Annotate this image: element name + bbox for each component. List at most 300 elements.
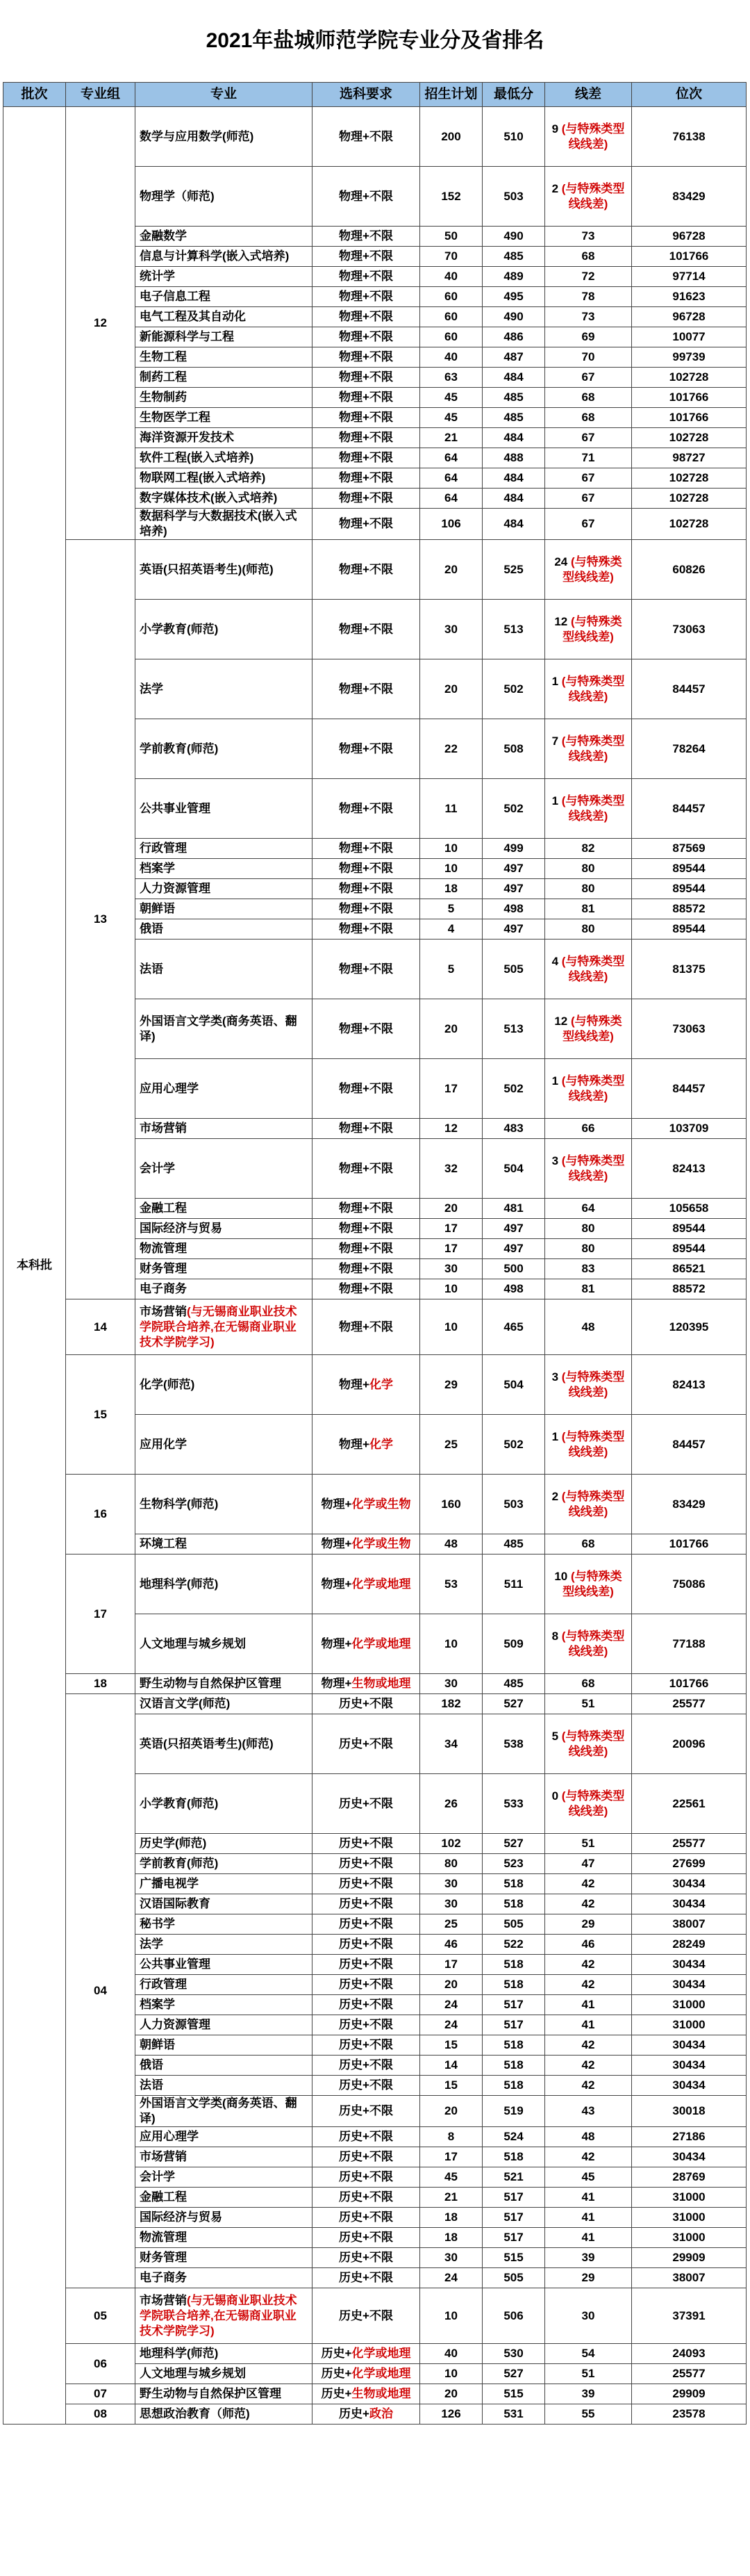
- rank-cell: 30018: [632, 2096, 747, 2127]
- table-row: [3, 2288, 747, 2344]
- requirement-base: 物理+不限: [339, 330, 393, 343]
- score-diff-cell: [545, 307, 632, 327]
- rank-cell: 73063: [632, 600, 747, 659]
- score-table: [3, 82, 747, 2425]
- major-cell: [135, 600, 312, 659]
- rank-cell: 27699: [632, 1854, 747, 1874]
- score-diff-cell: [545, 2288, 632, 2344]
- plan-cell: 10: [420, 2288, 483, 2344]
- rank-cell: 96728: [632, 227, 747, 247]
- requirement-base: 历史+不限: [339, 2150, 393, 2163]
- score-diff-value: 67: [581, 517, 595, 530]
- major-cell: [135, 540, 312, 600]
- score-diff-cell: [545, 899, 632, 919]
- rank-cell: 88572: [632, 899, 747, 919]
- plan-cell: 10: [420, 1279, 483, 1299]
- requirement-cell: [312, 1874, 420, 1894]
- requirement-cell: [312, 919, 420, 940]
- requirement-base: 历史+不限: [339, 1877, 393, 1890]
- rank-cell: 82413: [632, 1355, 747, 1415]
- requirement-base: 物理+不限: [339, 411, 393, 424]
- score-diff-cell: [545, 879, 632, 899]
- plan-cell: 8: [420, 2127, 483, 2147]
- major-cell: [135, 1199, 312, 1219]
- score-diff-note: (与特殊类型线线差): [558, 1074, 625, 1103]
- group-cell: 12: [66, 107, 135, 540]
- score-diff-cell: [545, 2035, 632, 2056]
- score-diff-cell: [545, 659, 632, 719]
- score-diff-value: 5: [551, 1729, 559, 1743]
- min-score-cell: 515: [483, 2384, 545, 2404]
- major-name: 统计学: [140, 270, 175, 283]
- requirement-subject: 化学或地理: [351, 1577, 411, 1591]
- requirement-base: 物理+不限: [339, 741, 393, 755]
- requirement-cell: [312, 307, 420, 327]
- major-cell: [135, 779, 312, 839]
- score-diff-value: 71: [581, 451, 595, 464]
- major-name: 小学教育(师范): [140, 1796, 219, 1810]
- requirement-cell: [312, 287, 420, 307]
- min-score-cell: 490: [483, 227, 545, 247]
- score-diff-value: 73: [581, 229, 595, 243]
- major-cell: [135, 267, 312, 287]
- major-name: 法学: [140, 682, 163, 696]
- requirement-base: 物理+不限: [339, 1081, 393, 1095]
- major-name: 市场营销: [140, 1122, 187, 1135]
- requirement-cell: [312, 879, 420, 899]
- major-cell: [135, 1834, 312, 1854]
- requirement-subject: 化学或地理: [351, 1636, 411, 1650]
- requirement-base: 物理+不限: [339, 682, 393, 696]
- requirement-cell: [312, 2288, 420, 2344]
- score-diff-note: (与特殊类型线线差): [558, 1489, 625, 1518]
- min-score-cell: 484: [483, 509, 545, 540]
- rank-cell: 76138: [632, 107, 747, 167]
- major-name: 人文地理与城乡规划: [140, 1636, 246, 1650]
- major-cell: [135, 107, 312, 167]
- score-diff-value: 67: [581, 471, 595, 484]
- major-name: 海洋资源开发技术: [140, 431, 234, 444]
- score-diff-note: (与特殊类型线线差): [558, 1429, 625, 1459]
- major-cell: [135, 167, 312, 227]
- page-title: 2021年盐城师范学院专业分及省排名: [206, 29, 544, 52]
- min-score-cell: 518: [483, 1955, 545, 1975]
- plan-cell: 20: [420, 2384, 483, 2404]
- score-diff-cell: [545, 1854, 632, 1874]
- min-score-cell: 522: [483, 1935, 545, 1955]
- major-name: 财务管理: [140, 2251, 187, 2264]
- score-diff-value: 68: [581, 249, 595, 263]
- rank-cell: 98727: [632, 448, 747, 468]
- requirement-base: 历史+不限: [339, 2130, 393, 2143]
- plan-cell: 22: [420, 719, 483, 779]
- min-score-cell: 483: [483, 1119, 545, 1139]
- major-cell: [135, 2268, 312, 2288]
- rank-cell: 89544: [632, 859, 747, 879]
- major-cell: [135, 2288, 312, 2344]
- score-diff-cell: [545, 2096, 632, 2127]
- table-row: [3, 2344, 747, 2364]
- requirement-cell: [312, 408, 420, 428]
- plan-cell: 26: [420, 1774, 483, 1834]
- requirement-cell: [312, 1299, 420, 1355]
- rank-cell: 30434: [632, 2076, 747, 2096]
- plan-cell: 30: [420, 2248, 483, 2268]
- requirement-subject: 化学: [369, 1377, 393, 1391]
- requirement-subject: 化学或生物: [351, 1537, 411, 1550]
- score-diff-cell: [545, 448, 632, 468]
- table-row: [3, 2384, 747, 2404]
- score-diff-cell: [545, 1774, 632, 1834]
- rank-cell: 89544: [632, 919, 747, 940]
- min-score-cell: 518: [483, 2056, 545, 2076]
- major-name: 国际经济与贸易: [140, 2210, 222, 2224]
- requirement-cell: [312, 2384, 420, 2404]
- min-score-cell: 497: [483, 1239, 545, 1259]
- plan-cell: 40: [420, 2344, 483, 2364]
- plan-cell: 18: [420, 879, 483, 899]
- requirement-cell: [312, 1415, 420, 1475]
- score-diff-value: 4: [551, 954, 559, 968]
- score-diff-value: 41: [581, 2190, 595, 2204]
- major-name: 俄语: [140, 922, 163, 935]
- plan-cell: 53: [420, 1554, 483, 1614]
- rank-cell: 101766: [632, 408, 747, 428]
- major-cell: [135, 1415, 312, 1475]
- major-cell: [135, 347, 312, 368]
- requirement-cell: [312, 1914, 420, 1935]
- score-diff-cell: [545, 1279, 632, 1299]
- min-score-cell: 517: [483, 2208, 545, 2228]
- requirement-cell: [312, 368, 420, 388]
- rank-cell: 29909: [632, 2248, 747, 2268]
- requirement-cell: [312, 1935, 420, 1955]
- min-score-cell: 498: [483, 899, 545, 919]
- major-name: 生物医学工程: [140, 411, 210, 424]
- score-diff-cell: [545, 1694, 632, 1714]
- score-diff-cell: [545, 327, 632, 347]
- group-cell: 15: [66, 1355, 135, 1475]
- major-cell: [135, 2208, 312, 2228]
- plan-cell: 70: [420, 247, 483, 267]
- plan-cell: 29: [420, 1355, 483, 1415]
- major-cell: [135, 2035, 312, 2056]
- score-diff-cell: [545, 2384, 632, 2404]
- min-score-cell: 495: [483, 287, 545, 307]
- score-diff-value: 24: [554, 555, 568, 568]
- rank-cell: 101766: [632, 247, 747, 267]
- score-diff-value: 8: [551, 1629, 559, 1643]
- requirement-cell: [312, 999, 420, 1059]
- rank-cell: 87569: [632, 839, 747, 859]
- requirement-cell: [312, 509, 420, 540]
- score-diff-value: 42: [581, 1877, 595, 1890]
- major-cell: [135, 879, 312, 899]
- major-name: 生物工程: [140, 350, 187, 363]
- major-cell: [135, 1995, 312, 2015]
- requirement-cell: [312, 1694, 420, 1714]
- requirement-cell: [312, 1119, 420, 1139]
- table-row: [3, 1674, 747, 1694]
- plan-cell: 46: [420, 1935, 483, 1955]
- major-name: 法学: [140, 1937, 163, 1951]
- plan-cell: 10: [420, 2364, 483, 2384]
- requirement-base: 物理+: [321, 1636, 352, 1650]
- score-diff-note: (与特殊类型线线差): [562, 614, 622, 643]
- major-cell: [135, 2127, 312, 2147]
- score-diff-note: (与特殊类型线线差): [558, 1629, 625, 1658]
- requirement-cell: [312, 1774, 420, 1834]
- score-diff-cell: [545, 468, 632, 489]
- major-name: 外国语言文学类(商务英语、翻译): [140, 1014, 297, 1043]
- plan-cell: 45: [420, 408, 483, 428]
- major-name: 公共事业管理: [140, 801, 210, 815]
- rank-cell: 31000: [632, 2015, 747, 2035]
- requirement-base: 物理+不限: [339, 1122, 393, 1135]
- score-diff-value: 81: [581, 902, 595, 915]
- major-cell: [135, 2096, 312, 2127]
- rank-cell: 30434: [632, 1874, 747, 1894]
- requirement-base: 物理+不限: [339, 189, 393, 203]
- plan-cell: 10: [420, 1299, 483, 1355]
- rank-cell: 23578: [632, 2404, 747, 2425]
- major-cell: [135, 1714, 312, 1774]
- major-cell: [135, 327, 312, 347]
- score-diff-value: 39: [581, 2251, 595, 2264]
- major-cell: [135, 2076, 312, 2096]
- score-diff-cell: [545, 1874, 632, 1894]
- min-score-cell: 485: [483, 247, 545, 267]
- major-name: 数据科学与大数据技术(嵌入式培养): [140, 509, 297, 538]
- min-score-cell: 513: [483, 600, 545, 659]
- score-diff-value: 10: [554, 1569, 568, 1583]
- major-cell: [135, 287, 312, 307]
- requirement-base: 历史+不限: [339, 2308, 393, 2322]
- rank-cell: 105658: [632, 1199, 747, 1219]
- min-score-cell: 527: [483, 1694, 545, 1714]
- min-score-cell: 518: [483, 1894, 545, 1914]
- requirement-base: 历史+不限: [339, 2038, 393, 2051]
- min-score-cell: 486: [483, 327, 545, 347]
- plan-cell: 152: [420, 167, 483, 227]
- score-diff-cell: [545, 2147, 632, 2167]
- major-name: 物联网工程(嵌入式培养): [140, 471, 266, 484]
- rank-cell: 83429: [632, 167, 747, 227]
- score-diff-cell: [545, 2056, 632, 2076]
- requirement-cell: [312, 1534, 420, 1554]
- major-name: 法语: [140, 2078, 163, 2092]
- requirement-base: 历史+不限: [339, 2170, 393, 2183]
- min-score-cell: 499: [483, 839, 545, 859]
- requirement-subject: 化学或地理: [351, 2367, 411, 2380]
- min-score-cell: 484: [483, 468, 545, 489]
- major-name: 公共事业管理: [140, 1958, 210, 1971]
- header-rank: 位次: [632, 83, 747, 107]
- rank-cell: 97714: [632, 267, 747, 287]
- min-score-cell: 502: [483, 779, 545, 839]
- min-score-cell: 506: [483, 2288, 545, 2344]
- rank-cell: 91623: [632, 287, 747, 307]
- plan-cell: 30: [420, 1259, 483, 1279]
- min-score-cell: 505: [483, 1914, 545, 1935]
- major-cell: [135, 489, 312, 509]
- header-plan: 招生计划: [420, 83, 483, 107]
- major-cell: [135, 2147, 312, 2167]
- score-diff-value: 66: [581, 1122, 595, 1135]
- score-diff-value: 2: [551, 1489, 559, 1503]
- major-cell: [135, 1475, 312, 1534]
- min-score-cell: 502: [483, 1059, 545, 1119]
- rank-cell: 28249: [632, 1935, 747, 1955]
- min-score-cell: 527: [483, 1834, 545, 1854]
- score-diff-value: 1: [551, 1074, 559, 1088]
- plan-cell: 21: [420, 2188, 483, 2208]
- major-cell: [135, 408, 312, 428]
- score-diff-cell: [545, 2228, 632, 2248]
- requirement-cell: [312, 2035, 420, 2056]
- requirement-cell: [312, 2228, 420, 2248]
- table-body: [3, 107, 747, 2425]
- major-name: 物流管理: [140, 1242, 187, 1255]
- rank-cell: 99739: [632, 347, 747, 368]
- major-cell: [135, 368, 312, 388]
- rank-cell: 30434: [632, 1894, 747, 1914]
- plan-cell: 17: [420, 1059, 483, 1119]
- requirement-base: 物理+: [321, 1677, 352, 1690]
- score-diff-note: (与特殊类型线线差): [558, 181, 625, 211]
- rank-cell: 78264: [632, 719, 747, 779]
- rank-cell: 20096: [632, 1714, 747, 1774]
- rank-cell: 102728: [632, 468, 747, 489]
- requirement-cell: [312, 779, 420, 839]
- min-score-cell: 481: [483, 1199, 545, 1219]
- rank-cell: 86521: [632, 1259, 747, 1279]
- requirement-subject: 化学: [369, 1437, 393, 1451]
- score-diff-value: 1: [551, 674, 559, 688]
- major-name: 电子信息工程: [140, 290, 210, 303]
- min-score-cell: 484: [483, 428, 545, 448]
- score-diff-value: 42: [581, 1897, 595, 1910]
- score-diff-cell: [545, 1554, 632, 1614]
- major-cell: [135, 2015, 312, 2035]
- requirement-base: 物理+不限: [339, 229, 393, 243]
- score-diff-cell: [545, 167, 632, 227]
- requirement-base: 物理+: [321, 1497, 352, 1511]
- rank-cell: 101766: [632, 1534, 747, 1554]
- header-major: 专业: [135, 83, 312, 107]
- requirement-cell: [312, 107, 420, 167]
- plan-cell: 48: [420, 1534, 483, 1554]
- plan-cell: 17: [420, 2147, 483, 2167]
- requirement-base: 物理+不限: [339, 471, 393, 484]
- score-diff-note: (与特殊类型线线差): [562, 1014, 622, 1043]
- score-diff-value: 51: [581, 1837, 595, 1850]
- requirement-cell: [312, 859, 420, 879]
- requirement-base: 历史+不限: [339, 2078, 393, 2092]
- score-diff-value: 80: [581, 882, 595, 895]
- score-diff-cell: [545, 227, 632, 247]
- min-score-cell: 497: [483, 1219, 545, 1239]
- requirement-base: 物理+不限: [339, 902, 393, 915]
- requirement-base: 历史+: [321, 2347, 352, 2360]
- score-diff-value: 47: [581, 1857, 595, 1870]
- score-diff-cell: [545, 247, 632, 267]
- plan-cell: 45: [420, 2167, 483, 2188]
- requirement-subject: 生物或地理: [351, 1677, 411, 1690]
- rank-cell: 102728: [632, 368, 747, 388]
- requirement-base: 历史+不限: [339, 1737, 393, 1750]
- score-diff-cell: [545, 1475, 632, 1534]
- rank-cell: 120395: [632, 1299, 747, 1355]
- requirement-cell: [312, 1955, 420, 1975]
- major-name: 小学教育(师范): [140, 622, 219, 636]
- requirement-base: 物理+不限: [339, 1262, 393, 1275]
- rank-cell: 84457: [632, 659, 747, 719]
- score-diff-note: (与特殊类型线线差): [558, 794, 625, 823]
- score-diff-value: 12: [554, 1014, 568, 1028]
- major-cell: [135, 2364, 312, 2384]
- major-cell: [135, 2056, 312, 2076]
- rank-cell: 83429: [632, 1475, 747, 1534]
- major-name: 人文地理与城乡规划: [140, 2367, 246, 2380]
- score-diff-value: 42: [581, 2058, 595, 2072]
- requirement-cell: [312, 2188, 420, 2208]
- plan-cell: 5: [420, 899, 483, 919]
- requirement-cell: [312, 2127, 420, 2147]
- major-name: 野生动物与自然保护区管理: [140, 1677, 281, 1690]
- score-diff-value: 80: [581, 1222, 595, 1235]
- plan-cell: 60: [420, 307, 483, 327]
- requirement-cell: [312, 719, 420, 779]
- rank-cell: 22561: [632, 1774, 747, 1834]
- min-score-cell: 497: [483, 859, 545, 879]
- requirement-cell: [312, 1475, 420, 1534]
- rank-cell: 102728: [632, 509, 747, 540]
- requirement-cell: [312, 327, 420, 347]
- requirement-cell: [312, 1279, 420, 1299]
- score-diff-value: 68: [581, 1677, 595, 1690]
- requirement-cell: [312, 2096, 420, 2127]
- score-diff-note: (与特殊类型线线差): [562, 1569, 622, 1598]
- rank-cell: 30434: [632, 2035, 747, 2056]
- requirement-cell: [312, 1059, 420, 1119]
- plan-cell: 30: [420, 1674, 483, 1694]
- major-cell: [135, 1854, 312, 1874]
- min-score-cell: 484: [483, 489, 545, 509]
- rank-cell: 38007: [632, 2268, 747, 2288]
- score-diff-value: 46: [581, 1937, 595, 1951]
- requirement-base: 历史+不限: [339, 2104, 393, 2117]
- group-cell: 13: [66, 540, 135, 1299]
- requirement-cell: [312, 1975, 420, 1995]
- score-diff-value: 43: [581, 2104, 595, 2117]
- requirement-cell: [312, 247, 420, 267]
- min-score-cell: 509: [483, 1614, 545, 1674]
- requirement-base: 历史+不限: [339, 1958, 393, 1971]
- requirement-cell: [312, 2056, 420, 2076]
- requirement-cell: [312, 1554, 420, 1614]
- score-diff-value: 80: [581, 862, 595, 875]
- score-diff-value: 80: [581, 922, 595, 935]
- plan-cell: 4: [420, 919, 483, 940]
- requirement-base: 物理+不限: [339, 270, 393, 283]
- major-cell: [135, 227, 312, 247]
- requirement-base: 物理+不限: [339, 517, 393, 530]
- score-diff-cell: [545, 999, 632, 1059]
- major-name: 软件工程(嵌入式培养): [140, 451, 254, 464]
- score-diff-value: 9: [551, 122, 559, 136]
- major-cell: [135, 940, 312, 999]
